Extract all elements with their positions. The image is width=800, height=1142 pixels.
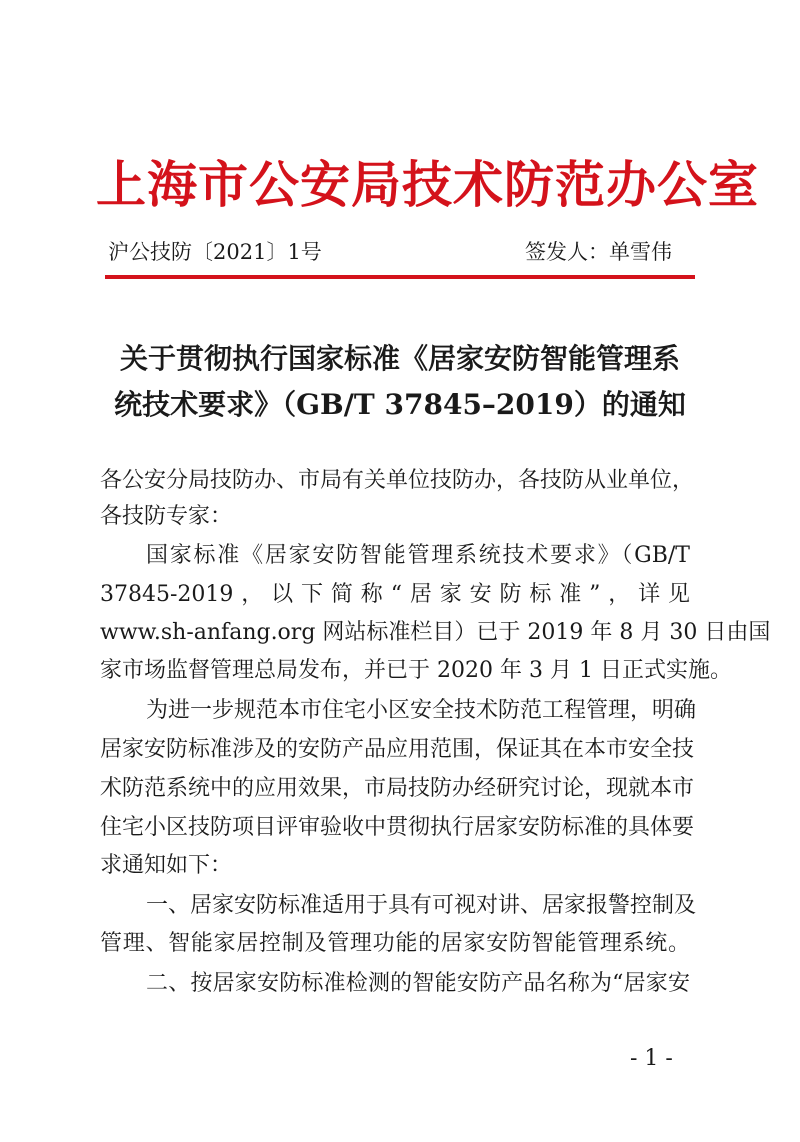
body-line: 住宅小区技防项目评审验收中贯彻执行居家安防标准的具体要 xyxy=(100,815,695,840)
body-line: 各公安分局技防办、市局有关单位技防办，各技防从业单位， xyxy=(100,468,695,493)
body-line: 各技防专家： xyxy=(100,504,233,529)
body-line: 37845-2019，以下简称“居家安防标准”，详见 xyxy=(100,582,690,607)
body-line: 术防范系统中的应用效果，市局技防办经研究讨论，现就本市 xyxy=(100,776,695,801)
document-number: 沪公技防〔2021〕1号 xyxy=(108,240,322,264)
document-title-line: 统技术要求》（GB/T 37845–2019）的通知 xyxy=(114,388,686,421)
header-divider xyxy=(105,275,695,279)
body-line: www.sh-anfang.org 网站标准栏目）已于 2019 年 8 月 30 日由国 xyxy=(100,620,771,645)
body-line: 一、居家安防标准适用于具有可视对讲、居家报警控制及 xyxy=(146,893,697,918)
body-line: 管理、智能家居控制及管理功能的居家安防智能管理系统。 xyxy=(100,931,690,956)
issuing-organization: 上海市公安局技术防范办公室 xyxy=(96,155,759,214)
document-title-line: 关于贯彻执行国家标准《居家安防智能管理系 xyxy=(119,342,680,375)
body-line: 求通知如下： xyxy=(100,853,233,878)
body-line: 国家标准《居家安防智能管理系统技术要求》（GB/T xyxy=(146,543,690,568)
page-number: - 1 - xyxy=(630,1046,673,1071)
body-line: 居家安防标准涉及的安防产品应用范围，保证其在本市安全技 xyxy=(100,737,695,762)
body-line: 家市场监督管理总局发布，并已于 2020 年 3 月 1 日正式实施。 xyxy=(100,658,732,683)
signer: 签发人：单雪伟 xyxy=(525,240,672,264)
body-line: 为进一步规范本市住宅小区安全技术防范工程管理，明确 xyxy=(146,698,697,723)
body-line: 二、按居家安防标准检测的智能安防产品名称为“居家安 xyxy=(146,971,690,996)
